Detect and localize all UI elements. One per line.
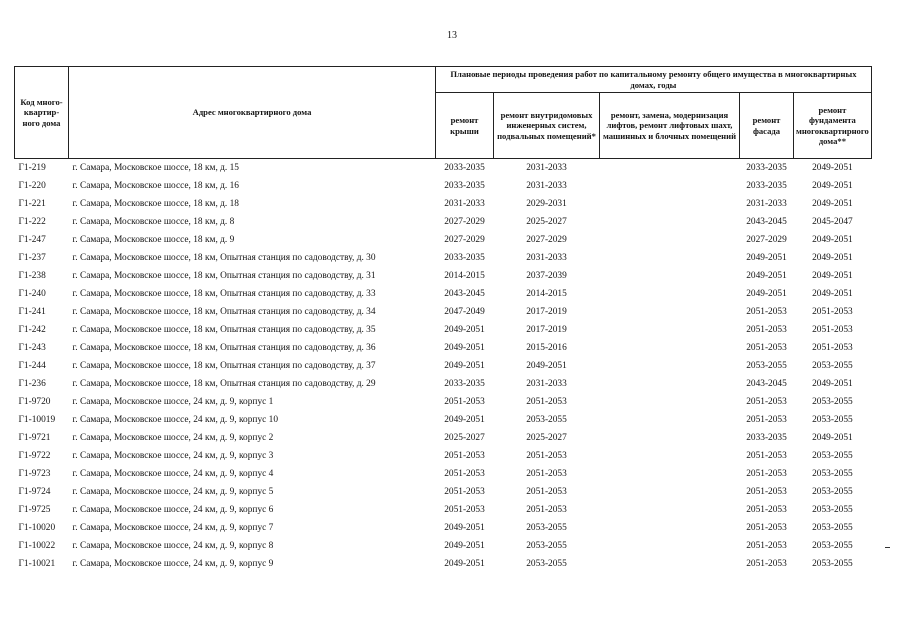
cell-code: Г1-247: [18, 235, 46, 245]
cell-roof: 2033-2035: [444, 253, 485, 263]
table-row: [15, 501, 872, 519]
cell-foundation: 2051-2053: [812, 343, 853, 353]
cell-code: Г1-222: [18, 217, 46, 227]
cell-elevators: [600, 465, 740, 483]
cell-address: г. Самара, Московское шоссе, 18 км, д. 18: [72, 199, 239, 209]
cell-code: Г1-9720: [18, 397, 51, 407]
cell-code: Г1-242: [18, 325, 46, 335]
cell-systems: 2029-2031: [526, 199, 567, 209]
cell-systems: 2014-2015: [526, 289, 567, 299]
table-row: [15, 177, 872, 195]
header-address: Адрес многоквартирного дома: [69, 67, 436, 159]
cell-foundation: 2049-2051: [812, 235, 853, 245]
cell-facade: 2051-2053: [746, 307, 787, 317]
header-roof: ремонт крыши: [436, 93, 494, 159]
cell-facade: 2049-2051: [746, 289, 787, 299]
table-header: [15, 67, 872, 159]
cell-elevators: [600, 177, 740, 195]
cell-elevators: [600, 411, 740, 429]
table-row: [15, 159, 872, 178]
cell-address: г. Самара, Московское шоссе, 18 км, Опытная станция по садоводству, д. 37: [72, 361, 376, 371]
table-row: [15, 537, 872, 555]
cell-elevators: [600, 555, 740, 573]
header-foundation: ремонт фундамента многоквартирного дома**: [794, 93, 872, 159]
cell-systems: 2015-2016: [526, 343, 567, 353]
cell-elevators: [600, 267, 740, 285]
table-row: [15, 447, 872, 465]
cell-elevators: [600, 429, 740, 447]
cell-code: Г1-9722: [18, 451, 51, 461]
cell-roof: 2033-2035: [444, 181, 485, 191]
cell-elevators: [600, 357, 740, 375]
cell-elevators: [600, 375, 740, 393]
cell-roof: 2049-2051: [444, 361, 485, 371]
cell-address: г. Самара, Московское шоссе, 18 км, д. 16: [72, 181, 239, 191]
cell-foundation: 2053-2055: [812, 487, 853, 497]
cell-facade: 2049-2051: [746, 271, 787, 281]
cell-roof: 2031-2033: [444, 199, 485, 209]
cell-systems: 2053-2055: [526, 541, 567, 551]
cell-code: Г1-243: [18, 343, 46, 353]
cell-facade: 2049-2051: [746, 253, 787, 263]
table-row: [15, 213, 872, 231]
cell-systems: 2017-2019: [526, 307, 567, 317]
header-systems: ремонт внутридомовых инженерных систем, подвальных помещений*: [494, 93, 600, 159]
cell-code: Г1-10022: [18, 541, 56, 551]
cell-facade: 2051-2053: [746, 343, 787, 353]
cell-roof: 2043-2045: [444, 289, 485, 299]
cell-address: г. Самара, Московское шоссе, 24 км, д. 9, корпус 2: [72, 433, 274, 443]
cell-elevators: [600, 537, 740, 555]
cell-foundation: 2053-2055: [812, 541, 853, 551]
cell-foundation: 2049-2051: [812, 433, 853, 443]
cell-elevators: [600, 285, 740, 303]
table-row: [15, 375, 872, 393]
cell-facade: 2051-2053: [746, 451, 787, 461]
cell-facade: 2043-2045: [746, 379, 787, 389]
cell-address: г. Самара, Московское шоссе, 18 км, Опытная станция по садоводству, д. 35: [72, 325, 376, 335]
cell-facade: 2051-2053: [746, 541, 787, 551]
cell-roof: 2033-2035: [444, 379, 485, 389]
cell-foundation: 2049-2051: [812, 289, 853, 299]
cell-code: Г1-220: [18, 181, 46, 191]
cell-foundation: 2053-2055: [812, 415, 853, 425]
cell-systems: 2051-2053: [526, 397, 567, 407]
cell-foundation: 2049-2051: [812, 199, 853, 209]
cell-elevators: [600, 303, 740, 321]
cell-systems: 2031-2033: [526, 181, 567, 191]
cell-elevators: [600, 339, 740, 357]
cell-code: Г1-237: [18, 253, 46, 263]
cell-facade: 2031-2033: [746, 199, 787, 209]
cell-elevators: [600, 519, 740, 537]
cell-code: Г1-9724: [18, 487, 51, 497]
header-facade: ремонт фасада: [740, 93, 794, 159]
header-periods: Плановые периоды проведения работ по капитальному ремонту общего имущества в многоквартирных домах, годы: [436, 67, 872, 93]
cell-roof: 2051-2053: [444, 487, 485, 497]
cell-systems: 2053-2055: [526, 415, 567, 425]
cell-facade: 2051-2053: [746, 487, 787, 497]
cell-roof: 2049-2051: [444, 523, 485, 533]
cell-foundation: 2049-2051: [812, 181, 853, 191]
cell-address: г. Самара, Московское шоссе, 24 км, д. 9, корпус 4: [72, 469, 274, 479]
cell-address: г. Самара, Московское шоссе, 24 км, д. 9, корпус 7: [72, 523, 274, 533]
cell-code: Г1-241: [18, 307, 46, 317]
cell-systems: 2053-2055: [526, 523, 567, 533]
cell-foundation: 2053-2055: [812, 523, 853, 533]
cell-facade: 2033-2035: [746, 163, 787, 173]
cell-address: г. Самара, Московское шоссе, 18 км, Опытная станция по садоводству, д. 34: [72, 307, 376, 317]
table-row: [15, 465, 872, 483]
cell-foundation: 2045-2047: [812, 217, 853, 227]
cell-systems: 2031-2033: [526, 253, 567, 263]
cell-code: Г1-219: [18, 163, 46, 173]
cell-systems: 2037-2039: [526, 271, 567, 281]
cell-elevators: [600, 249, 740, 267]
table-row: [15, 555, 872, 573]
table-row: [15, 195, 872, 213]
cell-roof: 2051-2053: [444, 397, 485, 407]
cell-foundation: 2053-2055: [812, 559, 853, 569]
table-row: [15, 483, 872, 501]
cell-elevators: [600, 213, 740, 231]
cell-roof: 2051-2053: [444, 505, 485, 515]
cell-systems: 2051-2053: [526, 505, 567, 515]
cell-address: г. Самара, Московское шоссе, 18 км, Опытная станция по садоводству, д. 33: [72, 289, 376, 299]
cell-roof: 2027-2029: [444, 217, 485, 227]
header-code: Код много-квартир-ного дома: [15, 67, 69, 159]
cell-facade: 2051-2053: [746, 469, 787, 479]
table-row: [15, 303, 872, 321]
cell-code: Г1-240: [18, 289, 46, 299]
cell-systems: 2049-2051: [526, 361, 567, 371]
cell-roof: 2014-2015: [444, 271, 485, 281]
cell-code: Г1-244: [18, 361, 46, 371]
margin-dash: [885, 547, 890, 548]
table-row: [15, 267, 872, 285]
table-row: [15, 429, 872, 447]
cell-address: г. Самара, Московское шоссе, 24 км, д. 9, корпус 9: [72, 559, 274, 569]
cell-foundation: 2049-2051: [812, 379, 853, 389]
cell-elevators: [600, 447, 740, 465]
cell-facade: 2033-2035: [746, 181, 787, 191]
cell-address: г. Самара, Московское шоссе, 24 км, д. 9, корпус 10: [72, 415, 279, 425]
header-elevators: ремонт, замена, модернизация лифтов, ремонт лифтовых шахт, машинных и блочных помещений: [600, 93, 740, 159]
table-row: [15, 393, 872, 411]
cell-roof: 2027-2029: [444, 235, 485, 245]
cell-foundation: 2049-2051: [812, 271, 853, 281]
cell-facade: 2051-2053: [746, 415, 787, 425]
cell-systems: 2027-2029: [526, 235, 567, 245]
cell-code: Г1-221: [18, 199, 46, 209]
cell-address: г. Самара, Московское шоссе, 18 км, д. 9: [72, 235, 235, 245]
table-row: [15, 411, 872, 429]
cell-address: г. Самара, Московское шоссе, 18 км, Опытная станция по садоводству, д. 30: [72, 253, 376, 263]
cell-roof: 2051-2053: [444, 469, 485, 479]
cell-address: г. Самара, Московское шоссе, 18 км, Опытная станция по садоводству, д. 31: [72, 271, 376, 281]
cell-address: г. Самара, Московское шоссе, 18 км, д. 15: [72, 163, 239, 173]
cell-systems: 2031-2033: [526, 163, 567, 173]
cell-facade: 2051-2053: [746, 397, 787, 407]
cell-foundation: 2053-2055: [812, 469, 853, 479]
cell-systems: 2031-2033: [526, 379, 567, 389]
cell-elevators: [600, 321, 740, 339]
cell-code: Г1-10021: [18, 559, 56, 569]
cell-code: Г1-9723: [18, 469, 51, 479]
cell-elevators: [600, 501, 740, 519]
cell-roof: 2025-2027: [444, 433, 485, 443]
cell-code: Г1-10020: [18, 523, 56, 533]
cell-roof: 2049-2051: [444, 415, 485, 425]
cell-facade: 2043-2045: [746, 217, 787, 227]
cell-foundation: 2053-2055: [812, 397, 853, 407]
repair-schedule-table: [14, 66, 872, 573]
cell-systems: 2053-2055: [526, 559, 567, 569]
cell-address: г. Самара, Московское шоссе, 24 км, д. 9, корпус 5: [72, 487, 274, 497]
cell-code: Г1-9725: [18, 505, 51, 515]
cell-systems: 2025-2027: [526, 433, 567, 443]
cell-foundation: 2049-2051: [812, 163, 853, 173]
cell-address: г. Самара, Московское шоссе, 24 км, д. 9, корпус 6: [72, 505, 274, 515]
cell-facade: 2051-2053: [746, 559, 787, 569]
cell-roof: 2033-2035: [444, 163, 485, 173]
table-row: [15, 519, 872, 537]
table-row: [15, 231, 872, 249]
cell-address: г. Самара, Московское шоссе, 18 км, Опытная станция по садоводству, д. 29: [72, 379, 376, 389]
table-row: [15, 285, 872, 303]
cell-code: Г1-10019: [18, 415, 56, 425]
cell-address: г. Самара, Московское шоссе, 24 км, д. 9, корпус 8: [72, 541, 274, 551]
cell-roof: 2049-2051: [444, 325, 485, 335]
cell-address: г. Самара, Московское шоссе, 24 км, д. 9, корпус 3: [72, 451, 274, 461]
cell-elevators: [600, 483, 740, 501]
table-row: [15, 339, 872, 357]
cell-roof: 2051-2053: [444, 451, 485, 461]
cell-facade: 2053-2055: [746, 361, 787, 371]
cell-address: г. Самара, Московское шоссе, 24 км, д. 9, корпус 1: [72, 397, 274, 407]
cell-foundation: 2051-2053: [812, 325, 853, 335]
cell-facade: 2027-2029: [746, 235, 787, 245]
table-row: [15, 321, 872, 339]
cell-roof: 2049-2051: [444, 343, 485, 353]
cell-facade: 2051-2053: [746, 325, 787, 335]
cell-facade: 2051-2053: [746, 523, 787, 533]
cell-systems: 2025-2027: [526, 217, 567, 227]
cell-code: Г1-236: [18, 379, 46, 389]
cell-elevators: [600, 231, 740, 249]
cell-foundation: 2051-2053: [812, 307, 853, 317]
cell-address: г. Самара, Московское шоссе, 18 км, д. 8: [72, 217, 235, 227]
cell-elevators: [600, 159, 740, 178]
cell-facade: 2033-2035: [746, 433, 787, 443]
cell-systems: 2051-2053: [526, 487, 567, 497]
cell-foundation: 2049-2051: [812, 253, 853, 263]
cell-systems: 2051-2053: [526, 469, 567, 479]
cell-foundation: 2053-2055: [812, 451, 853, 461]
cell-roof: 2047-2049: [444, 307, 485, 317]
cell-elevators: [600, 393, 740, 411]
table-row: [15, 249, 872, 267]
cell-systems: 2017-2019: [526, 325, 567, 335]
cell-roof: 2049-2051: [444, 541, 485, 551]
cell-address: г. Самара, Московское шоссе, 18 км, Опытная станция по садоводству, д. 36: [72, 343, 376, 353]
page-number: 13: [447, 30, 457, 41]
cell-code: Г1-9721: [18, 433, 51, 443]
cell-foundation: 2053-2055: [812, 361, 853, 371]
cell-foundation: 2053-2055: [812, 505, 853, 515]
cell-code: Г1-238: [18, 271, 46, 281]
cell-roof: 2049-2051: [444, 559, 485, 569]
cell-systems: 2051-2053: [526, 451, 567, 461]
cell-elevators: [600, 195, 740, 213]
table-body: [15, 159, 872, 574]
cell-facade: 2051-2053: [746, 505, 787, 515]
table-row: [15, 357, 872, 375]
